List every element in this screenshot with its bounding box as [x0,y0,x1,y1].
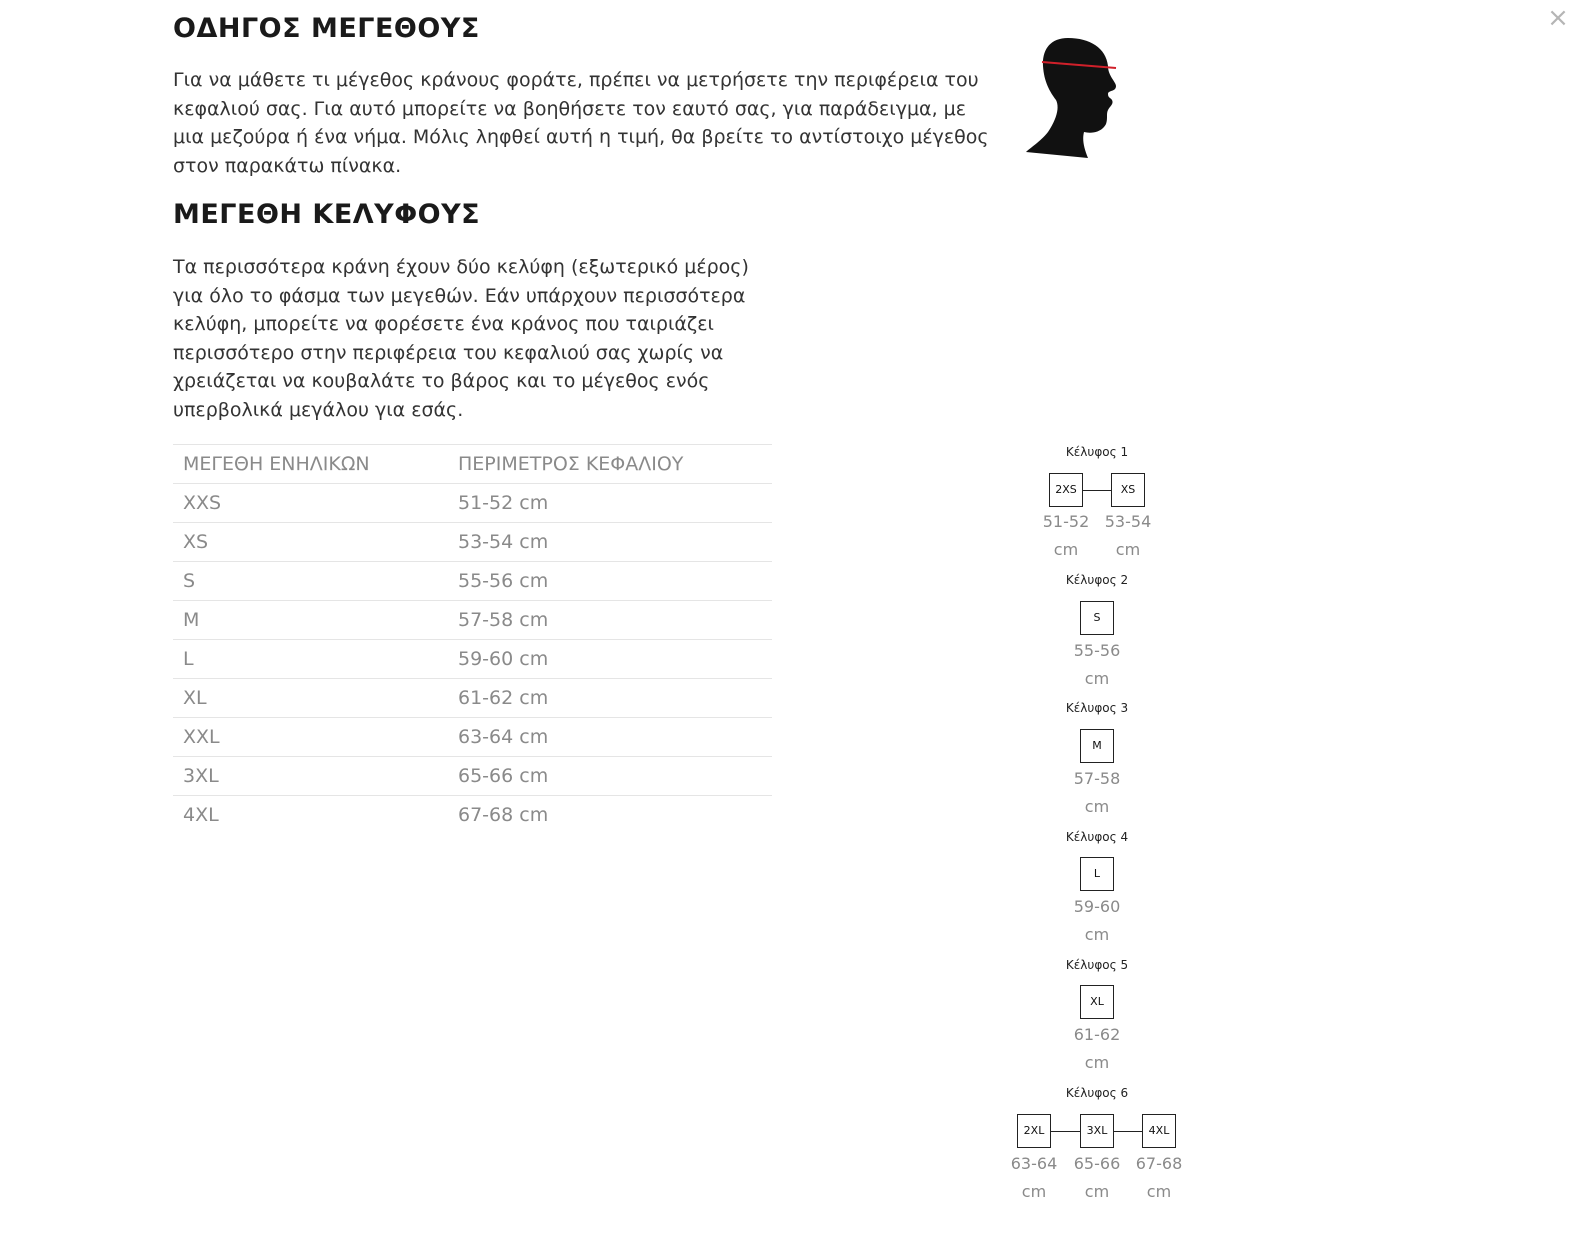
size-range [1057,1150,1137,1205]
size-range-value: 67-68 [1135,1154,1183,1173]
table-cell-size: XS [173,523,448,562]
size-box: XL [1080,985,1114,1019]
table-row [173,679,772,718]
size-range-unit: cm [1084,1052,1110,1072]
size-range [1026,508,1106,563]
size-box: XS [1111,473,1145,507]
size-range [1057,637,1137,692]
size-range-value: 57-58 [1073,769,1121,788]
table-cell-size: L [173,640,448,679]
size-range-unit: cm [1084,668,1110,688]
size-box: 2XS [1049,473,1083,507]
table-cell-size: 3XL [173,757,448,796]
table-cell-circumference: 65-66 cm [448,757,772,796]
size-range [1088,508,1168,563]
size-range-value: 61-62 [1073,1025,1121,1044]
size-range-value: 59-60 [1073,897,1121,916]
shells-paragraph: Τα περισσότερα κράνη έχουν δύο κελύφη (εξωτερικό μέρος) για όλο το φάσμα των μεγεθών. Εάν υπάρχουν περισσότερα κελύφη, μπορείτε να φορέσετε ένα κράνος που ταιριάζει περισσότερο στην περιφέρεια του κεφαλιού σας χωρίς να χρειάζεται να κουβαλάτε το βάρος και το μέγεθος ενός υπερβολικά μεγάλου για εσάς. [173,256,749,421]
size-range-unit: cm [1053,539,1079,559]
table-row [173,718,772,757]
intro-paragraph: Για να μάθετε τι μέγεθος κράνους φοράτε, πρέπει να μετρήσετε την περιφέρεια του κεφαλιού σας. Για αυτό μπορείτε να βοηθήσετε τον εαυτό σας, για παράδειγμα, με μια μεζούρα ή ένα νήμα. Μόλις ληφθεί αυτή η τιμή, θα βρείτε το αντίστοιχο μέγεθος στον παρακάτω πίνακα. [173,69,989,177]
close-icon[interactable]: × [1547,3,1569,33]
table-cell-circumference: 61-62 cm [448,679,772,718]
shell-connector [1083,490,1111,491]
size-range [1057,765,1137,820]
table-row [173,562,772,601]
size-range [1057,893,1137,948]
shell-connector [1051,1131,1081,1132]
section-title-shells: ΜΕΓΕΘΗ ΚΕΛΥΦΟΥΣ [173,199,481,230]
table-cell-size: XXS [173,484,448,523]
size-box: 2XL [1017,1114,1051,1148]
head-measurement-icon [1020,36,1124,160]
size-range-unit: cm [1084,1181,1110,1201]
size-range-unit: cm [1115,539,1141,559]
shell-title: Κέλυφος 1 [1065,445,1129,459]
size-range [994,1150,1074,1205]
table-cell-circumference: 57-58 cm [448,601,772,640]
table-cell-circumference: 67-68 cm [448,796,772,835]
shell-title: Κέλυφος 5 [1065,958,1129,972]
table-cell-size: S [173,562,448,601]
size-box: L [1080,857,1114,891]
size-range-unit: cm [1084,924,1110,944]
shell-title: Κέλυφος 4 [1065,830,1129,844]
table-row [173,796,772,835]
table-row [173,601,772,640]
size-range-value: 65-66 [1073,1154,1121,1173]
table-row [173,484,772,523]
table-cell-size: M [173,601,448,640]
size-range-value: 63-64 [1010,1154,1058,1173]
table-cell-circumference: 59-60 cm [448,640,772,679]
shell-title: Κέλυφος 3 [1065,701,1129,715]
table-cell-circumference: 63-64 cm [448,718,772,757]
shell-title: Κέλυφος 6 [1065,1086,1129,1100]
size-box: M [1080,729,1114,763]
table-cell-circumference: 55-56 cm [448,562,772,601]
table-header-row [173,445,772,484]
size-table [173,444,772,834]
table-cell-size: 4XL [173,796,448,835]
size-range-unit: cm [1084,796,1110,816]
shell-connector [1113,1131,1143,1132]
shell-title: Κέλυφος 2 [1065,573,1129,587]
size-box: 3XL [1080,1114,1114,1148]
table-header-circumference: ΠΕΡΙΜΕΤΡΟΣ ΚΕΦΑΛΙΟΥ [448,445,772,484]
size-range-unit: cm [1146,1181,1172,1201]
size-box: S [1080,601,1114,635]
table-cell-circumference: 51-52 cm [448,484,772,523]
table-row [173,523,772,562]
size-range [1057,1021,1137,1076]
table-row [173,757,772,796]
table-cell-size: XXL [173,718,448,757]
table-cell-circumference: 53-54 cm [448,523,772,562]
table-cell-size: XL [173,679,448,718]
size-box: 4XL [1142,1114,1176,1148]
size-range-value: 51-52 [1042,512,1090,531]
size-range-value: 55-56 [1073,641,1121,660]
table-row [173,640,772,679]
size-range-unit: cm [1021,1181,1047,1201]
page-title: ΟΔΗΓΟΣ ΜΕΓΕΘΟΥΣ [173,13,480,44]
size-range [1119,1150,1199,1205]
size-range-value: 53-54 [1104,512,1152,531]
table-header-size: ΜΕΓΕΘΗ ΕΝΗΛΙΚΩΝ [173,445,448,484]
